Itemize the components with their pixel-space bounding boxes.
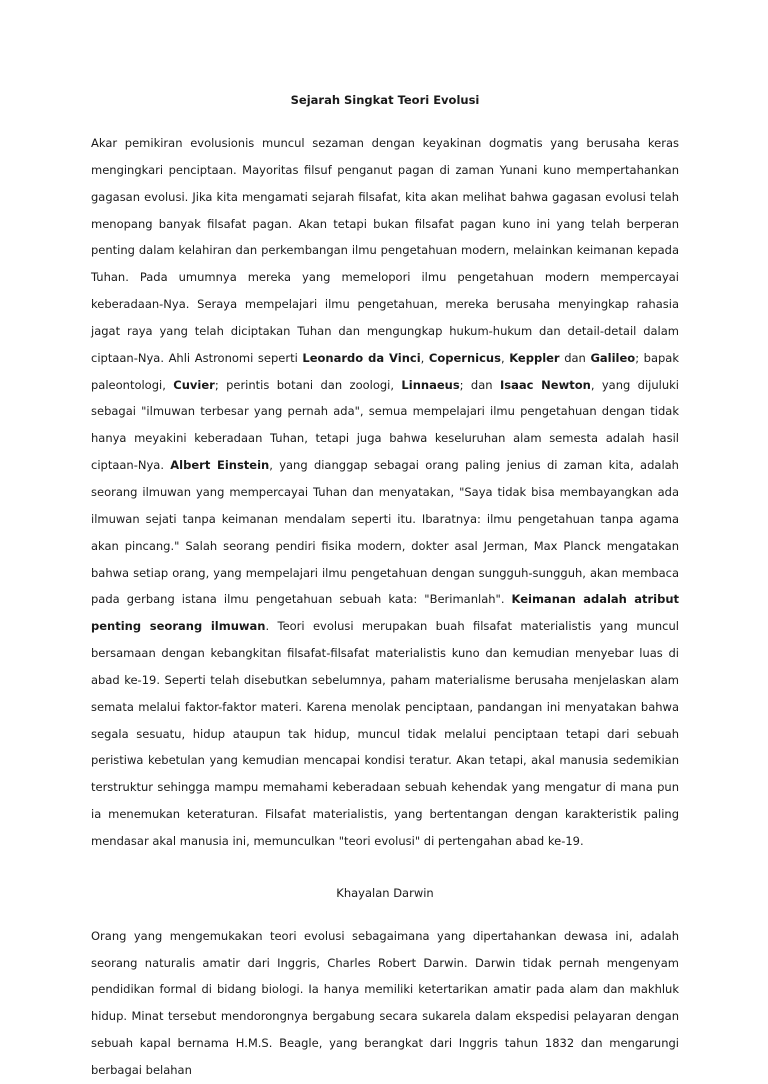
bold-run: Keimanan adalah atribut penting seorang ilmuwan [91,592,679,634]
text-run: ; dan [459,377,500,392]
text-run: , [420,350,429,365]
text-run: dan [559,350,591,365]
bold-run: Leonardo da Vinci [302,350,421,365]
section-heading: Khayalan Darwin [336,885,434,900]
bold-run: Copernicus [428,350,501,365]
text-run: , yang dijuluki sebagai "ilmuwan terbesar yang pernah ada", semua mempelajari ilmu pengetahuan dengan tidak hanya meyakini keberadaan Tuhan, tetapi juga bahwa keseluruhan alam semesta adalah hasil ciptaan-Nya. [91,377,680,473]
bold-run: Isaac Newton [499,377,591,392]
bold-run: Linnaeus [401,377,460,392]
text-run: , [500,350,510,365]
paragraph-darwin: Orang yang mengemukakan teori evolusi sebagaimana yang dipertahankan dewasa ini, adalah seorang naturalis amatir dari Inggris, Charles Robert Darwin. Darwin tidak pernah mengenyam pendidikan formal di bidang biologi. Ia hanya memiliki ketertarikan amatir pada alam dan makhluk hidup. Minat tersebut mendorongnya bergabung secara sukarela dalam ekspedisi pelayaran dengan sebuah kapal bernama H.M.S. Beagle, yang berangkat dari Inggris tahun 1832 dan mengarungi berbagai belahan [91,928,679,1077]
text-run: , yang dianggap sebagai orang paling jenius di zaman kita, adalah seorang ilmuwan yang mempercayai Tuhan dan menyatakan, "Saya tidak bisa membayangkan ada ilmuwan sejati tanpa keimanan mendalam seperti itu. Ibaratnya: ilmu pengetahuan tanpa agama akan pincang." Salah seorang pendiri fisika modern, dokter asal Jerman, Max Planck mengatakan bahwa setiap orang, yang mempelajari ilmu pengetahuan dengan sungguh-sungguh, akan membaca pada gerbang istana ilmu pengetahuan sebuah kata: "Berimanlah". [91,458,679,607]
bold-run: Cuvier [173,377,215,392]
text-run: ; perintis botani dan zoologi, [214,377,402,392]
paragraph-sejarah [91,130,679,855]
text-run: ; bapak paleontologi, [91,350,680,392]
document-page [91,90,679,1084]
bold-run: Keppler [509,350,560,365]
text-run: . Teori evolusi merupakan buah filsafat materialistis yang muncul bersamaan dengan kebangkitan filsafat-filsafat materialistis kuno dan kemudian menyebar luas di abad ke-19. Seperti telah disebutkan sebelumnya, paham materialisme berusaha menjelaskan alam semata melalui faktor-faktor materi. Karena menolak penciptaan, pandangan ini menyatakan bahwa segala sesuatu, hidup ataupun tak hidup, muncul tidak melalui penciptaan tetapi dari sebuah peristiwa kebetulan yang kemudian mencapai kondisi teratur. Akan tetapi, akal manusia sedemikian terstruktur sehingga mampu memahami keberadaan sebuah kehendak yang mengatur di mana pun ia menemukan keteraturan. Filsafat materialistis, yang bertentangan dengan karakteristik paling mendasar akal manusia ini, memunculkan "teori evolusi" di pertengahan abad ke-19. [91,619,679,848]
text-run: Akar pemikiran evolusionis muncul sezaman dengan keyakinan dogmatis yang berusaha keras mengingkari penciptaan. Mayoritas filsuf penganut pagan di zaman Yunani kuno mempertahankan gagasan evolusi. Jika kita mengamati sejarah filsafat, kita akan melihat bahwa gagasan evolusi telah menopang banyak filsafat pagan. Akan tetapi bukan filsafat pagan kuno ini yang telah berperan penting dalam kelahiran dan perkembangan ilmu pengetahuan modern, melainkan keimanan kepada Tuhan. Pada umumnya mereka yang memelopori ilmu pengetahuan modern mempercayai keberadaan-Nya. Seraya mempelajari ilmu pengetahuan, mereka berusaha menyingkap rahasia jagat raya yang telah diciptakan Tuhan dan mengungkap hukum-hukum dan detail-detail dalam ciptaan-Nya. Ahli Astronomi seperti [91,136,679,365]
document-title: Sejarah Singkat Teori Evolusi [290,93,480,107]
bold-run: Galileo [590,350,636,365]
bold-run: Albert Einstein [170,458,270,473]
